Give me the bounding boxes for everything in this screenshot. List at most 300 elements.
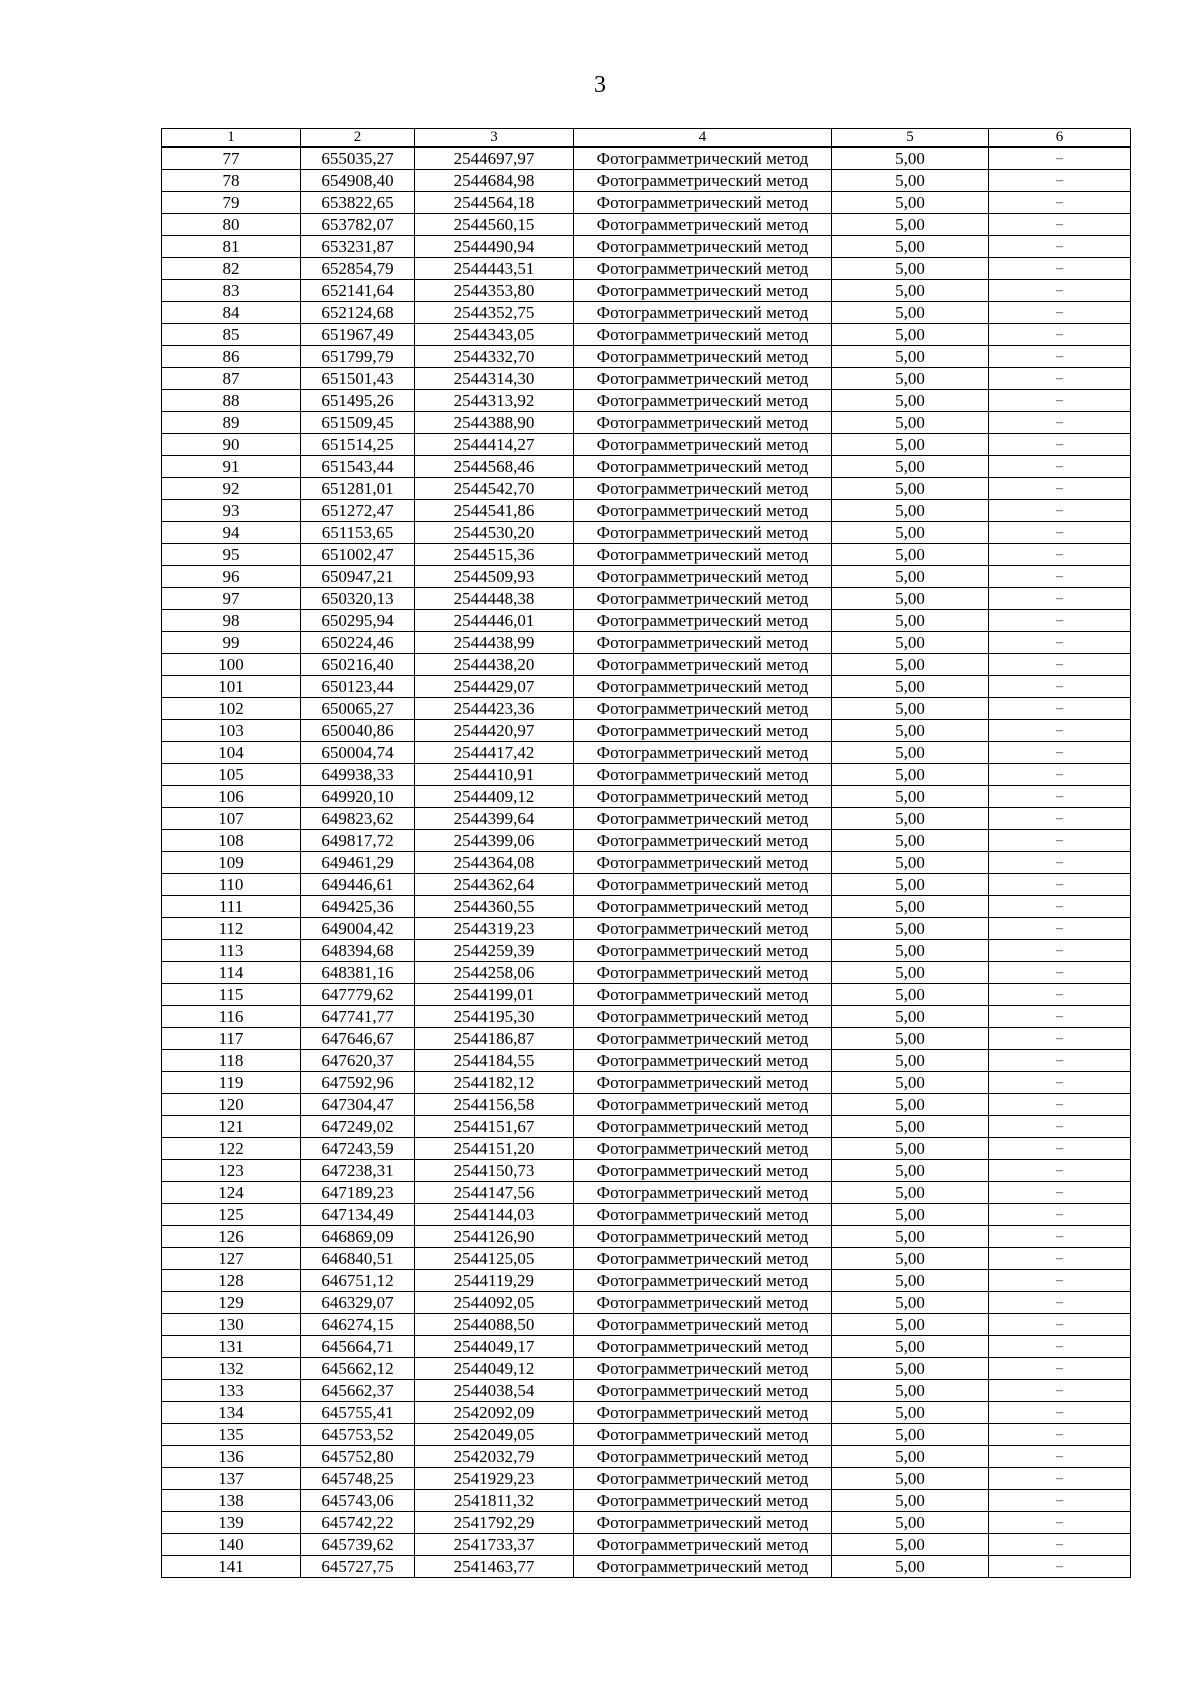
- x-coordinate-cell: 650224,46: [301, 632, 415, 654]
- point-number-cell: 126: [162, 1226, 301, 1248]
- x-coordinate-cell: 651501,43: [301, 368, 415, 390]
- description-cell: –: [989, 1336, 1131, 1358]
- table-row: [162, 1006, 1131, 1028]
- description-cell: –: [989, 1006, 1131, 1028]
- description-cell: –: [989, 346, 1131, 368]
- point-number-cell: 117: [162, 1028, 301, 1050]
- method-cell: Фотограмметрический метод: [574, 764, 832, 786]
- table-row: [162, 390, 1131, 412]
- method-cell: Фотограмметрический метод: [574, 742, 832, 764]
- accuracy-cell: 5,00: [832, 302, 989, 324]
- method-cell: Фотограмметрический метод: [574, 302, 832, 324]
- description-cell: –: [989, 808, 1131, 830]
- table-row: [162, 258, 1131, 280]
- x-coordinate-cell: 652124,68: [301, 302, 415, 324]
- accuracy-cell: 5,00: [832, 544, 989, 566]
- x-coordinate-cell: 645748,25: [301, 1468, 415, 1490]
- point-number-cell: 105: [162, 764, 301, 786]
- y-coordinate-cell: 2544150,73: [415, 1160, 574, 1182]
- point-number-cell: 89: [162, 412, 301, 434]
- point-number-cell: 138: [162, 1490, 301, 1512]
- method-cell: Фотограмметрический метод: [574, 544, 832, 566]
- method-cell: Фотограмметрический метод: [574, 1292, 832, 1314]
- table-row: [162, 632, 1131, 654]
- description-cell: –: [989, 610, 1131, 632]
- description-cell: –: [989, 1446, 1131, 1468]
- page-number: 3: [594, 72, 606, 98]
- point-number-cell: 120: [162, 1094, 301, 1116]
- point-number-cell: 101: [162, 676, 301, 698]
- table-row: [162, 1358, 1131, 1380]
- accuracy-cell: 5,00: [832, 1402, 989, 1424]
- point-number-cell: 77: [162, 147, 301, 170]
- x-coordinate-cell: 651799,79: [301, 346, 415, 368]
- accuracy-cell: 5,00: [832, 1534, 989, 1556]
- accuracy-cell: 5,00: [832, 1336, 989, 1358]
- description-cell: –: [989, 786, 1131, 808]
- point-number-cell: 129: [162, 1292, 301, 1314]
- description-cell: –: [989, 984, 1131, 1006]
- accuracy-cell: 5,00: [832, 1380, 989, 1402]
- x-coordinate-cell: 645752,80: [301, 1446, 415, 1468]
- table-row: [162, 896, 1131, 918]
- method-cell: Фотограмметрический метод: [574, 1314, 832, 1336]
- table-row: [162, 610, 1131, 632]
- method-cell: Фотограмметрический метод: [574, 962, 832, 984]
- point-number-cell: 116: [162, 1006, 301, 1028]
- accuracy-cell: 5,00: [832, 1072, 989, 1094]
- method-cell: Фотограмметрический метод: [574, 720, 832, 742]
- description-cell: –: [989, 742, 1131, 764]
- method-cell: Фотограмметрический метод: [574, 588, 832, 610]
- y-coordinate-cell: 2544126,90: [415, 1226, 574, 1248]
- description-cell: –: [989, 896, 1131, 918]
- x-coordinate-cell: 647189,23: [301, 1182, 415, 1204]
- accuracy-cell: 5,00: [832, 258, 989, 280]
- accuracy-cell: 5,00: [832, 962, 989, 984]
- accuracy-cell: 5,00: [832, 324, 989, 346]
- y-coordinate-cell: 2542092,09: [415, 1402, 574, 1424]
- y-coordinate-cell: 2544049,17: [415, 1336, 574, 1358]
- accuracy-cell: 5,00: [832, 1094, 989, 1116]
- point-number-cell: 128: [162, 1270, 301, 1292]
- point-number-cell: 90: [162, 434, 301, 456]
- table-row: [162, 962, 1131, 984]
- point-number-cell: 112: [162, 918, 301, 940]
- table-row: [162, 940, 1131, 962]
- x-coordinate-cell: 650216,40: [301, 654, 415, 676]
- point-number-cell: 109: [162, 852, 301, 874]
- table-row: [162, 1314, 1131, 1336]
- accuracy-cell: 5,00: [832, 236, 989, 258]
- y-coordinate-cell: 2544568,46: [415, 456, 574, 478]
- point-number-cell: 114: [162, 962, 301, 984]
- y-coordinate-cell: 2544684,98: [415, 170, 574, 192]
- x-coordinate-cell: 646274,15: [301, 1314, 415, 1336]
- x-coordinate-cell: 649817,72: [301, 830, 415, 852]
- description-cell: –: [989, 390, 1131, 412]
- point-number-cell: 131: [162, 1336, 301, 1358]
- point-number-cell: 119: [162, 1072, 301, 1094]
- column-header-4: 4: [574, 129, 832, 148]
- y-coordinate-cell: 2544438,99: [415, 632, 574, 654]
- accuracy-cell: 5,00: [832, 676, 989, 698]
- table-row: [162, 170, 1131, 192]
- method-cell: Фотограмметрический метод: [574, 434, 832, 456]
- column-header-6: 6: [989, 129, 1131, 148]
- description-cell: –: [989, 1204, 1131, 1226]
- description-cell: –: [989, 698, 1131, 720]
- method-cell: Фотограмметрический метод: [574, 918, 832, 940]
- y-coordinate-cell: 2544560,15: [415, 214, 574, 236]
- method-cell: Фотограмметрический метод: [574, 192, 832, 214]
- x-coordinate-cell: 650295,94: [301, 610, 415, 632]
- table-row: [162, 1028, 1131, 1050]
- point-number-cell: 136: [162, 1446, 301, 1468]
- table-row: [162, 368, 1131, 390]
- point-number-cell: 94: [162, 522, 301, 544]
- x-coordinate-cell: 653231,87: [301, 236, 415, 258]
- y-coordinate-cell: 2544423,36: [415, 698, 574, 720]
- description-cell: –: [989, 1512, 1131, 1534]
- accuracy-cell: 5,00: [832, 522, 989, 544]
- x-coordinate-cell: 652854,79: [301, 258, 415, 280]
- method-cell: Фотограмметрический метод: [574, 1468, 832, 1490]
- method-cell: Фотограмметрический метод: [574, 1512, 832, 1534]
- point-number-cell: 79: [162, 192, 301, 214]
- description-cell: –: [989, 1116, 1131, 1138]
- point-number-cell: 84: [162, 302, 301, 324]
- description-cell: –: [989, 544, 1131, 566]
- x-coordinate-cell: 650065,27: [301, 698, 415, 720]
- description-cell: –: [989, 280, 1131, 302]
- method-cell: Фотограмметрический метод: [574, 1358, 832, 1380]
- method-cell: Фотограмметрический метод: [574, 1248, 832, 1270]
- accuracy-cell: 5,00: [832, 632, 989, 654]
- table-row: [162, 147, 1131, 170]
- x-coordinate-cell: 649461,29: [301, 852, 415, 874]
- method-cell: Фотограмметрический метод: [574, 522, 832, 544]
- method-cell: Фотограмметрический метод: [574, 1094, 832, 1116]
- point-number-cell: 100: [162, 654, 301, 676]
- table-row: [162, 434, 1131, 456]
- x-coordinate-cell: 650947,21: [301, 566, 415, 588]
- description-cell: –: [989, 258, 1131, 280]
- accuracy-cell: 5,00: [832, 786, 989, 808]
- table-row: [162, 1248, 1131, 1270]
- x-coordinate-cell: 653782,07: [301, 214, 415, 236]
- description-cell: –: [989, 1072, 1131, 1094]
- y-coordinate-cell: 2544125,05: [415, 1248, 574, 1270]
- table-row: [162, 874, 1131, 896]
- method-cell: Фотограмметрический метод: [574, 676, 832, 698]
- method-cell: Фотограмметрический метод: [574, 1534, 832, 1556]
- description-cell: –: [989, 676, 1131, 698]
- accuracy-cell: 5,00: [832, 280, 989, 302]
- description-cell: –: [989, 632, 1131, 654]
- description-cell: –: [989, 1270, 1131, 1292]
- accuracy-cell: 5,00: [832, 170, 989, 192]
- description-cell: –: [989, 830, 1131, 852]
- x-coordinate-cell: 648394,68: [301, 940, 415, 962]
- x-coordinate-cell: 653822,65: [301, 192, 415, 214]
- accuracy-cell: 5,00: [832, 1424, 989, 1446]
- accuracy-cell: 5,00: [832, 1248, 989, 1270]
- method-cell: Фотограмметрический метод: [574, 456, 832, 478]
- y-coordinate-cell: 2544151,20: [415, 1138, 574, 1160]
- y-coordinate-cell: 2544443,51: [415, 258, 574, 280]
- description-cell: –: [989, 236, 1131, 258]
- method-cell: Фотограмметрический метод: [574, 1336, 832, 1358]
- point-number-cell: 140: [162, 1534, 301, 1556]
- point-number-cell: 137: [162, 1468, 301, 1490]
- method-cell: Фотограмметрический метод: [574, 368, 832, 390]
- point-number-cell: 132: [162, 1358, 301, 1380]
- method-cell: Фотограмметрический метод: [574, 500, 832, 522]
- x-coordinate-cell: 651543,44: [301, 456, 415, 478]
- method-cell: Фотограмметрический метод: [574, 1226, 832, 1248]
- accuracy-cell: 5,00: [832, 1292, 989, 1314]
- method-cell: Фотограмметрический метод: [574, 1270, 832, 1292]
- method-cell: Фотограмметрический метод: [574, 1490, 832, 1512]
- method-cell: Фотограмметрический метод: [574, 1050, 832, 1072]
- table-row: [162, 214, 1131, 236]
- method-cell: Фотограмметрический метод: [574, 390, 832, 412]
- point-number-cell: 82: [162, 258, 301, 280]
- x-coordinate-cell: 655035,27: [301, 147, 415, 170]
- table-row: [162, 500, 1131, 522]
- x-coordinate-cell: 651495,26: [301, 390, 415, 412]
- y-coordinate-cell: 2544388,90: [415, 412, 574, 434]
- y-coordinate-cell: 2544542,70: [415, 478, 574, 500]
- point-number-cell: 130: [162, 1314, 301, 1336]
- accuracy-cell: 5,00: [832, 1358, 989, 1380]
- x-coordinate-cell: 649920,10: [301, 786, 415, 808]
- accuracy-cell: 5,00: [832, 412, 989, 434]
- table-row: [162, 918, 1131, 940]
- y-coordinate-cell: 2544697,97: [415, 147, 574, 170]
- accuracy-cell: 5,00: [832, 147, 989, 170]
- y-coordinate-cell: 2544186,87: [415, 1028, 574, 1050]
- accuracy-cell: 5,00: [832, 346, 989, 368]
- accuracy-cell: 5,00: [832, 390, 989, 412]
- x-coordinate-cell: 651272,47: [301, 500, 415, 522]
- accuracy-cell: 5,00: [832, 1446, 989, 1468]
- y-coordinate-cell: 2544541,86: [415, 500, 574, 522]
- table-row: [162, 830, 1131, 852]
- y-coordinate-cell: 2544490,94: [415, 236, 574, 258]
- description-cell: –: [989, 1490, 1131, 1512]
- table-row: [162, 324, 1131, 346]
- description-cell: –: [989, 1050, 1131, 1072]
- description-cell: –: [989, 147, 1131, 170]
- table-row: [162, 588, 1131, 610]
- point-number-cell: 141: [162, 1556, 301, 1578]
- y-coordinate-cell: 2544314,30: [415, 368, 574, 390]
- method-cell: Фотограмметрический метод: [574, 1138, 832, 1160]
- method-cell: Фотограмметрический метод: [574, 896, 832, 918]
- table-row: [162, 1490, 1131, 1512]
- x-coordinate-cell: 645739,62: [301, 1534, 415, 1556]
- y-coordinate-cell: 2544313,92: [415, 390, 574, 412]
- x-coordinate-cell: 649823,62: [301, 808, 415, 830]
- description-cell: –: [989, 588, 1131, 610]
- x-coordinate-cell: 649004,42: [301, 918, 415, 940]
- accuracy-cell: 5,00: [832, 1556, 989, 1578]
- description-cell: –: [989, 478, 1131, 500]
- table-row: [162, 742, 1131, 764]
- table-row: [162, 478, 1131, 500]
- table-row: [162, 786, 1131, 808]
- description-cell: –: [989, 1226, 1131, 1248]
- x-coordinate-cell: 649446,61: [301, 874, 415, 896]
- accuracy-cell: 5,00: [832, 1468, 989, 1490]
- description-cell: –: [989, 720, 1131, 742]
- table-row: [162, 984, 1131, 1006]
- x-coordinate-cell: 645743,06: [301, 1490, 415, 1512]
- accuracy-cell: 5,00: [832, 1050, 989, 1072]
- point-number-cell: 78: [162, 170, 301, 192]
- accuracy-cell: 5,00: [832, 1160, 989, 1182]
- x-coordinate-cell: 645662,12: [301, 1358, 415, 1380]
- point-number-cell: 121: [162, 1116, 301, 1138]
- table-row: [162, 1116, 1131, 1138]
- method-cell: Фотограмметрический метод: [574, 1072, 832, 1094]
- table-row: [162, 1182, 1131, 1204]
- x-coordinate-cell: 645755,41: [301, 1402, 415, 1424]
- accuracy-cell: 5,00: [832, 1028, 989, 1050]
- method-cell: Фотограмметрический метод: [574, 808, 832, 830]
- y-coordinate-cell: 2544409,12: [415, 786, 574, 808]
- method-cell: Фотограмметрический метод: [574, 236, 832, 258]
- description-cell: –: [989, 764, 1131, 786]
- method-cell: Фотограмметрический метод: [574, 147, 832, 170]
- y-coordinate-cell: 2544420,97: [415, 720, 574, 742]
- y-coordinate-cell: 2541733,37: [415, 1534, 574, 1556]
- y-coordinate-cell: 2544184,55: [415, 1050, 574, 1072]
- accuracy-cell: 5,00: [832, 852, 989, 874]
- y-coordinate-cell: 2544438,20: [415, 654, 574, 676]
- table-row: [162, 302, 1131, 324]
- point-number-cell: 85: [162, 324, 301, 346]
- accuracy-cell: 5,00: [832, 896, 989, 918]
- accuracy-cell: 5,00: [832, 1182, 989, 1204]
- description-cell: –: [989, 1380, 1131, 1402]
- table-row: [162, 1336, 1131, 1358]
- y-coordinate-cell: 2542032,79: [415, 1446, 574, 1468]
- y-coordinate-cell: 2544564,18: [415, 192, 574, 214]
- point-number-cell: 127: [162, 1248, 301, 1270]
- accuracy-cell: 5,00: [832, 830, 989, 852]
- description-cell: –: [989, 170, 1131, 192]
- method-cell: Фотограмметрический метод: [574, 874, 832, 896]
- point-number-cell: 125: [162, 1204, 301, 1226]
- description-cell: –: [989, 1402, 1131, 1424]
- table-row: [162, 1204, 1131, 1226]
- y-coordinate-cell: 2544360,55: [415, 896, 574, 918]
- y-coordinate-cell: 2544049,12: [415, 1358, 574, 1380]
- y-coordinate-cell: 2544414,27: [415, 434, 574, 456]
- description-cell: –: [989, 214, 1131, 236]
- y-coordinate-cell: 2542049,05: [415, 1424, 574, 1446]
- description-cell: –: [989, 192, 1131, 214]
- point-number-cell: 122: [162, 1138, 301, 1160]
- point-number-cell: 107: [162, 808, 301, 830]
- y-coordinate-cell: 2544362,64: [415, 874, 574, 896]
- point-number-cell: 135: [162, 1424, 301, 1446]
- y-coordinate-cell: 2544144,03: [415, 1204, 574, 1226]
- x-coordinate-cell: 645662,37: [301, 1380, 415, 1402]
- x-coordinate-cell: 649938,33: [301, 764, 415, 786]
- accuracy-cell: 5,00: [832, 1314, 989, 1336]
- table-row: [162, 280, 1131, 302]
- x-coordinate-cell: 645727,75: [301, 1556, 415, 1578]
- point-number-cell: 98: [162, 610, 301, 632]
- description-cell: –: [989, 1424, 1131, 1446]
- method-cell: Фотограмметрический метод: [574, 610, 832, 632]
- x-coordinate-cell: 645664,71: [301, 1336, 415, 1358]
- x-coordinate-cell: 647741,77: [301, 1006, 415, 1028]
- table-row: [162, 456, 1131, 478]
- x-coordinate-cell: 647620,37: [301, 1050, 415, 1072]
- table-row: [162, 1402, 1131, 1424]
- table-row: [162, 1424, 1131, 1446]
- point-number-cell: 97: [162, 588, 301, 610]
- table-row: [162, 1226, 1131, 1248]
- point-number-cell: 88: [162, 390, 301, 412]
- table-row: [162, 676, 1131, 698]
- method-cell: Фотограмметрический метод: [574, 170, 832, 192]
- table-row: [162, 654, 1131, 676]
- point-number-cell: 108: [162, 830, 301, 852]
- description-cell: –: [989, 1160, 1131, 1182]
- accuracy-cell: 5,00: [832, 940, 989, 962]
- accuracy-cell: 5,00: [832, 1226, 989, 1248]
- y-coordinate-cell: 2544332,70: [415, 346, 574, 368]
- table-row: [162, 522, 1131, 544]
- table-body: [162, 147, 1131, 1578]
- point-number-cell: 86: [162, 346, 301, 368]
- point-number-cell: 95: [162, 544, 301, 566]
- x-coordinate-cell: 645753,52: [301, 1424, 415, 1446]
- method-cell: Фотограмметрический метод: [574, 346, 832, 368]
- description-cell: –: [989, 500, 1131, 522]
- x-coordinate-cell: 647592,96: [301, 1072, 415, 1094]
- method-cell: Фотограмметрический метод: [574, 280, 832, 302]
- x-coordinate-cell: 650320,13: [301, 588, 415, 610]
- method-cell: Фотограмметрический метод: [574, 1204, 832, 1226]
- description-cell: –: [989, 368, 1131, 390]
- y-coordinate-cell: 2544410,91: [415, 764, 574, 786]
- method-cell: Фотограмметрический метод: [574, 698, 832, 720]
- table-row: [162, 1468, 1131, 1490]
- x-coordinate-cell: 647304,47: [301, 1094, 415, 1116]
- table-row: [162, 1446, 1131, 1468]
- description-cell: –: [989, 412, 1131, 434]
- accuracy-cell: 5,00: [832, 434, 989, 456]
- method-cell: Фотограмметрический метод: [574, 478, 832, 500]
- table-row: [162, 698, 1131, 720]
- x-coordinate-cell: 651509,45: [301, 412, 415, 434]
- table-row: [162, 544, 1131, 566]
- description-cell: –: [989, 1314, 1131, 1336]
- accuracy-cell: 5,00: [832, 720, 989, 742]
- table-row: [162, 346, 1131, 368]
- table-row: [162, 1534, 1131, 1556]
- accuracy-cell: 5,00: [832, 742, 989, 764]
- column-header-2: 2: [301, 129, 415, 148]
- method-cell: Фотограмметрический метод: [574, 852, 832, 874]
